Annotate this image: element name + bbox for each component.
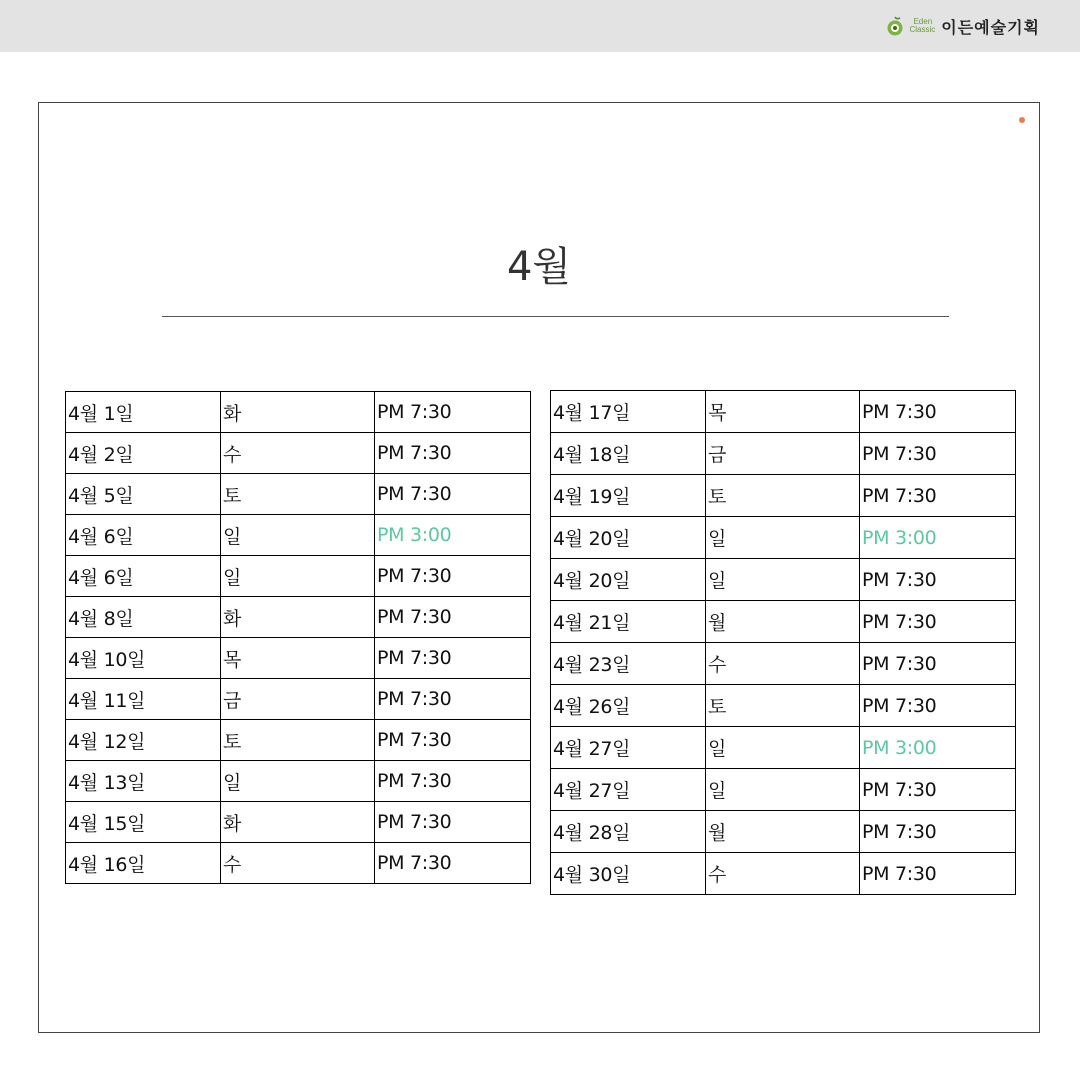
brand-subtitle (909, 18, 935, 34)
table-row (66, 679, 531, 720)
date-cell: 4월 12일 (66, 720, 221, 761)
time-cell: PM 7:30 (860, 559, 1016, 601)
time-cell: PM 3:00 (860, 517, 1016, 559)
weekday-cell: 월 (706, 811, 860, 853)
date-cell: 4월 8일 (66, 597, 221, 638)
weekday-cell: 일 (221, 556, 375, 597)
date-cell: 4월 26일 (551, 685, 706, 727)
brand-name: 이든예술기획 (941, 17, 1040, 37)
time-cell: PM 7:30 (375, 433, 531, 474)
date-cell: 4월 6일 (66, 556, 221, 597)
weekday-cell: 월 (706, 601, 860, 643)
weekday-cell: 토 (221, 474, 375, 515)
date-cell: 4월 23일 (551, 643, 706, 685)
table-row (66, 515, 531, 556)
time-cell: PM 7:30 (375, 802, 531, 843)
time-cell: PM 7:30 (860, 433, 1016, 475)
weekday-cell: 수 (706, 853, 860, 895)
weekday-cell: 화 (221, 597, 375, 638)
weekday-cell: 일 (706, 769, 860, 811)
time-cell: PM 7:30 (375, 843, 531, 884)
weekday-cell: 일 (221, 515, 375, 556)
weekday-cell: 수 (221, 843, 375, 884)
date-cell: 4월 2일 (66, 433, 221, 474)
table-row (66, 392, 531, 433)
schedule-card (38, 102, 1040, 1033)
weekday-cell: 일 (221, 761, 375, 802)
table-row (551, 433, 1016, 475)
weekday-cell: 목 (221, 638, 375, 679)
time-cell: PM 7:30 (860, 685, 1016, 727)
table-row (66, 761, 531, 802)
weekday-cell: 일 (706, 727, 860, 769)
time-cell: PM 7:30 (375, 720, 531, 761)
table-row (551, 475, 1016, 517)
time-cell: PM 7:30 (860, 391, 1016, 433)
title-divider (162, 316, 949, 317)
date-cell: 4월 20일 (551, 559, 706, 601)
table-row (66, 720, 531, 761)
page-title: 4월 (506, 244, 572, 290)
date-cell: 4월 27일 (551, 727, 706, 769)
date-cell: 4월 5일 (66, 474, 221, 515)
table-row (551, 391, 1016, 433)
time-cell: PM 7:30 (860, 475, 1016, 517)
date-cell: 4월 11일 (66, 679, 221, 720)
accent-dot (1019, 117, 1025, 123)
time-cell: PM 7:30 (860, 601, 1016, 643)
table-row (551, 853, 1016, 895)
time-cell: PM 7:30 (375, 474, 531, 515)
time-cell: PM 7:30 (375, 597, 531, 638)
table-row (66, 433, 531, 474)
date-cell: 4월 18일 (551, 433, 706, 475)
weekday-cell: 토 (706, 685, 860, 727)
weekday-cell: 목 (706, 391, 860, 433)
date-cell: 4월 6일 (66, 515, 221, 556)
date-cell: 4월 27일 (551, 769, 706, 811)
weekday-cell: 토 (706, 475, 860, 517)
time-cell: PM 7:30 (860, 769, 1016, 811)
time-cell: PM 3:00 (860, 727, 1016, 769)
date-cell: 4월 10일 (66, 638, 221, 679)
eden-logo-icon (885, 15, 905, 37)
weekday-cell: 토 (221, 720, 375, 761)
table-row (66, 638, 531, 679)
weekday-cell: 금 (221, 679, 375, 720)
brand-logo[interactable] (885, 12, 1040, 40)
weekday-cell: 수 (221, 433, 375, 474)
time-cell: PM 7:30 (375, 679, 531, 720)
table-row (66, 597, 531, 638)
schedule-table-right (550, 390, 1016, 895)
date-cell: 4월 16일 (66, 843, 221, 884)
time-cell: PM 7:30 (860, 643, 1016, 685)
brand-sub-bottom: Classic (909, 25, 936, 34)
date-cell: 4월 1일 (66, 392, 221, 433)
table-row (551, 643, 1016, 685)
date-cell: 4월 19일 (551, 475, 706, 517)
table-row (66, 802, 531, 843)
weekday-cell: 일 (706, 517, 860, 559)
table-row (551, 685, 1016, 727)
date-cell: 4월 13일 (66, 761, 221, 802)
table-row (551, 769, 1016, 811)
time-cell: PM 7:30 (860, 811, 1016, 853)
table-row (551, 601, 1016, 643)
weekday-cell: 금 (706, 433, 860, 475)
date-cell: 4월 15일 (66, 802, 221, 843)
brand-sub-top: Eden (913, 17, 933, 26)
date-cell: 4월 21일 (551, 601, 706, 643)
time-cell: PM 3:00 (375, 515, 531, 556)
schedule-table-left (65, 391, 531, 884)
table-row (551, 727, 1016, 769)
weekday-cell: 일 (706, 559, 860, 601)
date-cell: 4월 20일 (551, 517, 706, 559)
weekday-cell: 화 (221, 392, 375, 433)
weekday-cell: 수 (706, 643, 860, 685)
date-cell: 4월 17일 (551, 391, 706, 433)
time-cell: PM 7:30 (375, 761, 531, 802)
table-row (66, 556, 531, 597)
table-row (66, 474, 531, 515)
table-row (66, 843, 531, 884)
date-cell: 4월 30일 (551, 853, 706, 895)
time-cell: PM 7:30 (375, 638, 531, 679)
table-row (551, 517, 1016, 559)
time-cell: PM 7:30 (375, 556, 531, 597)
date-cell: 4월 28일 (551, 811, 706, 853)
time-cell: PM 7:30 (860, 853, 1016, 895)
table-row (551, 559, 1016, 601)
table-row (551, 811, 1016, 853)
time-cell: PM 7:30 (375, 392, 531, 433)
top-bar (0, 0, 1080, 52)
weekday-cell: 화 (221, 802, 375, 843)
